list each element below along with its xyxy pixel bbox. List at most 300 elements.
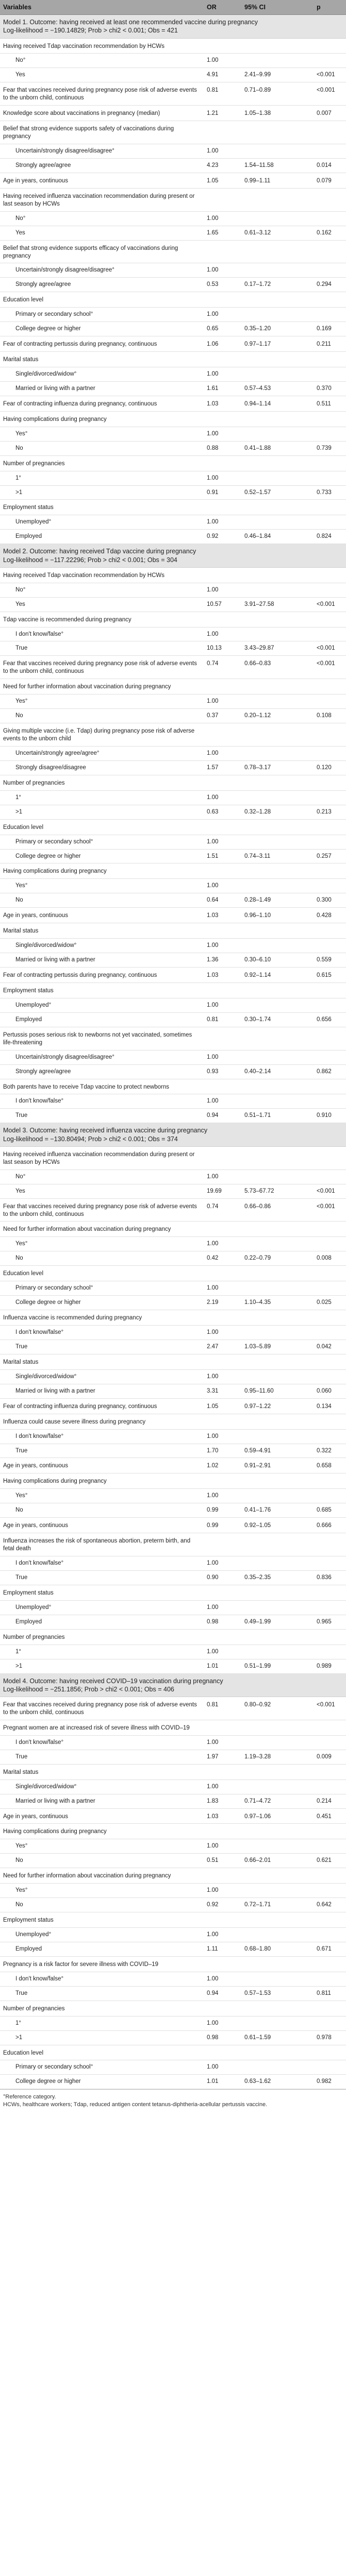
variable-label: True	[0, 1340, 204, 1354]
confidence-interval-cell	[241, 1473, 314, 1489]
variable-label: Fear that vaccines received during pregnancy pose risk of adverse events to the unborn child, continuous	[0, 1198, 204, 1222]
variable-label: No°	[0, 1170, 204, 1184]
table-row	[0, 1808, 346, 1824]
variable-label: No	[0, 1251, 204, 1266]
variable-label: Need for further information about vaccination during pregnancy	[0, 1222, 204, 1237]
variable-label: Unemployed°	[0, 1600, 204, 1615]
variable-label: Fear that vaccines received during pregnancy pose risk of adverse events to the unborn child, continuous	[0, 82, 204, 106]
table-row	[0, 1629, 346, 1645]
odds-ratio-cell	[204, 1720, 241, 1735]
p-value-cell	[314, 1585, 346, 1600]
table-row	[0, 1898, 346, 1912]
confidence-interval-cell: 0.41–1.88	[241, 441, 314, 455]
odds-ratio-cell: 1.00	[204, 515, 241, 530]
p-value-cell	[314, 1533, 346, 1556]
confidence-interval-cell	[241, 1429, 314, 1444]
odds-ratio-cell	[204, 1912, 241, 1928]
variable-label: Pertussis poses serious risk to newborns not yet vaccinated, sometimes life-threatening	[0, 1027, 204, 1050]
odds-ratio-cell: 1.00	[204, 1050, 241, 1064]
confidence-interval-cell	[241, 1050, 314, 1064]
confidence-interval-cell	[241, 1094, 314, 1109]
variable-label: >1	[0, 485, 204, 500]
variable-label: True	[0, 1986, 204, 2001]
variable-label: Yes°	[0, 694, 204, 709]
confidence-interval-cell	[241, 723, 314, 747]
table-row	[0, 144, 346, 159]
odds-ratio-cell: 1.00	[204, 427, 241, 441]
confidence-interval-cell: 0.80–0.92	[241, 1697, 314, 1720]
odds-ratio-cell: 0.88	[204, 441, 241, 455]
table-row	[0, 188, 346, 211]
odds-ratio-cell: 0.81	[204, 1697, 241, 1720]
odds-ratio-cell: 1.05	[204, 1398, 241, 1414]
variable-label: Having received Tdap vaccination recommendation by HCWs	[0, 567, 204, 583]
variable-label: Having complications during pregnancy	[0, 1473, 204, 1489]
p-value-cell: 0.666	[314, 1518, 346, 1533]
confidence-interval-cell	[241, 38, 314, 54]
p-value-cell	[314, 2060, 346, 2075]
variable-label: Having received Tdap vaccination recommendation by HCWs	[0, 38, 204, 54]
p-value-cell	[314, 723, 346, 747]
confidence-interval-cell	[241, 1629, 314, 1645]
table-row	[0, 805, 346, 819]
confidence-interval-cell: 0.66–2.01	[241, 1854, 314, 1868]
odds-ratio-cell: 1.03	[204, 968, 241, 983]
confidence-interval-cell: 1.10–4.35	[241, 1296, 314, 1310]
confidence-interval-cell	[241, 1928, 314, 1942]
odds-ratio-cell: 1.51	[204, 849, 241, 863]
odds-ratio-cell: 1.21	[204, 106, 241, 121]
confidence-interval-cell	[241, 1414, 314, 1429]
table-row	[0, 367, 346, 382]
header-row	[0, 0, 346, 15]
confidence-interval-cell	[241, 1310, 314, 1326]
p-value-cell: 0.079	[314, 173, 346, 188]
variable-label: Number of pregnancies	[0, 2001, 204, 2016]
variable-label: 1°	[0, 790, 204, 805]
p-value-cell: 0.007	[314, 106, 346, 121]
odds-ratio-cell: 1.00	[204, 471, 241, 485]
p-value-cell	[314, 263, 346, 278]
variable-label: Married or living with a partner	[0, 953, 204, 968]
p-value-cell	[314, 1764, 346, 1780]
odds-ratio-cell: 1.00	[204, 835, 241, 849]
odds-ratio-cell	[204, 982, 241, 998]
p-value-cell: 0.214	[314, 1794, 346, 1808]
odds-ratio-cell: 0.81	[204, 1012, 241, 1027]
odds-ratio-cell	[204, 819, 241, 835]
confidence-interval-cell	[241, 1533, 314, 1556]
variable-label: Number of pregnancies	[0, 1629, 204, 1645]
table-row	[0, 82, 346, 106]
odds-ratio-cell: 0.42	[204, 1251, 241, 1266]
confidence-interval-cell	[241, 1369, 314, 1384]
confidence-interval-cell: 5.73–67.72	[241, 1184, 314, 1198]
confidence-interval-cell	[241, 1237, 314, 1251]
model-title-text: Model 1. Outcome: having received at least one recommended vaccine during pregnancy	[3, 19, 258, 26]
table-row	[0, 908, 346, 923]
odds-ratio-cell: 1.01	[204, 1659, 241, 1673]
odds-ratio-cell	[204, 188, 241, 211]
model-stats-text: Log-likelihood = −190.14829; Prob > chi2 < 0.001; Obs = 421	[3, 27, 178, 35]
table-row	[0, 1972, 346, 1986]
header-variables: Variables	[0, 0, 204, 15]
table-row	[0, 278, 346, 292]
confidence-interval-cell: 0.66–0.86	[241, 1198, 314, 1222]
p-value-cell	[314, 1884, 346, 1898]
odds-ratio-cell: 1.00	[204, 1884, 241, 1898]
odds-ratio-cell	[204, 723, 241, 747]
table-row	[0, 982, 346, 998]
variable-label: College degree or higher	[0, 1296, 204, 1310]
odds-ratio-cell	[204, 863, 241, 879]
table-body	[0, 15, 346, 2089]
odds-ratio-cell	[204, 411, 241, 427]
variable-label: Influenza could cause severe illness during pregnancy	[0, 1414, 204, 1429]
table-row	[0, 863, 346, 879]
table-row	[0, 38, 346, 54]
table-row	[0, 1839, 346, 1854]
confidence-interval-cell: 0.97–1.06	[241, 1808, 314, 1824]
variable-label: Knowledge score about vaccinations in pregnancy (median)	[0, 106, 204, 121]
confidence-interval-cell	[241, 144, 314, 159]
table-row	[0, 455, 346, 471]
table-row	[0, 1170, 346, 1184]
variable-label: Age in years, continuous	[0, 1518, 204, 1533]
p-value-cell: <0.001	[314, 641, 346, 656]
confidence-interval-cell: 0.71–4.72	[241, 1794, 314, 1808]
variable-label: True	[0, 1750, 204, 1764]
odds-ratio-cell: 1.00	[204, 1556, 241, 1571]
confidence-interval-cell	[241, 515, 314, 530]
p-value-cell: <0.001	[314, 1697, 346, 1720]
confidence-interval-cell: 0.78–3.17	[241, 760, 314, 775]
odds-ratio-cell	[204, 2045, 241, 2060]
variable-label: Strongly agree/agree	[0, 158, 204, 173]
confidence-interval-cell	[241, 411, 314, 427]
confidence-interval-cell: 0.41–1.76	[241, 1503, 314, 1518]
odds-ratio-cell: 1.00	[204, 1645, 241, 1659]
confidence-interval-cell	[241, 1645, 314, 1659]
p-value-cell	[314, 2045, 346, 2060]
p-value-cell: 0.811	[314, 1986, 346, 2001]
p-value-cell: 0.042	[314, 1340, 346, 1354]
table-row	[0, 1444, 346, 1458]
p-value-cell	[314, 54, 346, 68]
table-row	[0, 2060, 346, 2075]
table-row	[0, 1027, 346, 1050]
variable-label: Influenza vaccine is recommended during pregnancy	[0, 1310, 204, 1326]
table-row	[0, 1556, 346, 1571]
p-value-cell	[314, 352, 346, 367]
table-row	[0, 68, 346, 82]
table-row	[0, 158, 346, 173]
confidence-interval-cell	[241, 1956, 314, 1972]
p-value-cell: 0.989	[314, 1659, 346, 1673]
table-row	[0, 746, 346, 760]
table-row	[0, 1928, 346, 1942]
table-row	[0, 1600, 346, 1615]
variable-label: Fear that vaccines received during pregnancy pose risk of adverse events to the unborn child, continuous	[0, 656, 204, 679]
confidence-interval-cell	[241, 1972, 314, 1986]
confidence-interval-cell: 0.61–3.12	[241, 226, 314, 240]
confidence-interval-cell: 2.41–9.99	[241, 68, 314, 82]
variable-label: Number of pregnancies	[0, 775, 204, 790]
odds-ratio-cell: 1.00	[204, 1780, 241, 1794]
confidence-interval-cell	[241, 1720, 314, 1735]
odds-ratio-cell: 1.00	[204, 1839, 241, 1854]
p-value-cell	[314, 567, 346, 583]
variable-label: Both parents have to receive Tdap vaccine to protect newborns	[0, 1079, 204, 1094]
confidence-interval-cell	[241, 500, 314, 515]
p-value-cell: 0.120	[314, 760, 346, 775]
p-value-cell: <0.001	[314, 656, 346, 679]
table-row	[0, 211, 346, 226]
table-row	[0, 1697, 346, 1720]
odds-ratio-cell: 1.00	[204, 790, 241, 805]
variable-label: Need for further information about vaccination during pregnancy	[0, 1868, 204, 1884]
table-row	[0, 1956, 346, 1972]
p-value-cell: 0.685	[314, 1503, 346, 1518]
variable-label: College degree or higher	[0, 2075, 204, 2089]
table-row	[0, 923, 346, 939]
odds-ratio-cell: 1.00	[204, 998, 241, 1012]
confidence-interval-cell	[241, 121, 314, 144]
confidence-interval-cell: 0.49–1.99	[241, 1615, 314, 1629]
variable-label: Primary or secondary school°	[0, 835, 204, 849]
confidence-interval-cell: 0.92–1.05	[241, 1518, 314, 1533]
odds-ratio-cell: 0.99	[204, 1518, 241, 1533]
table-row	[0, 240, 346, 263]
odds-ratio-cell	[204, 1585, 241, 1600]
confidence-interval-cell: 0.57–1.53	[241, 1986, 314, 2001]
table-row	[0, 1824, 346, 1839]
odds-ratio-cell: 1.02	[204, 1458, 241, 1473]
variable-label: Yes°	[0, 1884, 204, 1898]
confidence-interval-cell	[241, 2001, 314, 2016]
variable-label: Age in years, continuous	[0, 1458, 204, 1473]
variable-label: Single/divorced/widow°	[0, 1780, 204, 1794]
odds-ratio-cell	[204, 121, 241, 144]
table-row	[0, 597, 346, 612]
p-value-cell: 0.559	[314, 953, 346, 968]
confidence-interval-cell: 0.17–1.72	[241, 278, 314, 292]
confidence-interval-cell: 1.03–5.89	[241, 1340, 314, 1354]
confidence-interval-cell	[241, 835, 314, 849]
odds-ratio-cell: 1.00	[204, 2016, 241, 2030]
variable-label: True	[0, 1570, 204, 1585]
p-value-cell	[314, 188, 346, 211]
odds-ratio-cell: 0.74	[204, 656, 241, 679]
table-row	[0, 939, 346, 953]
variable-label: Fear of contracting pertussis during pregnancy, continuous	[0, 968, 204, 983]
table-row	[0, 1518, 346, 1533]
table-row	[0, 441, 346, 455]
variable-label: Fear of contracting influenza during pregnancy, continuous	[0, 396, 204, 411]
p-value-cell	[314, 819, 346, 835]
variable-label: True	[0, 1444, 204, 1458]
odds-ratio-cell: 0.65	[204, 322, 241, 336]
variable-label: Fear of contracting pertussis during pregnancy, continuous	[0, 336, 204, 352]
confidence-interval-cell	[241, 263, 314, 278]
variable-label: Single/divorced/widow°	[0, 1369, 204, 1384]
variable-label: True	[0, 641, 204, 656]
odds-ratio-cell: 1.00	[204, 1281, 241, 1296]
model-header-row	[0, 544, 346, 568]
p-value-cell: 0.836	[314, 1570, 346, 1585]
odds-ratio-cell: 1.00	[204, 939, 241, 953]
table-row	[0, 226, 346, 240]
table-row	[0, 1533, 346, 1556]
variable-label: I don't know/false°	[0, 1972, 204, 1986]
table-row	[0, 1354, 346, 1369]
odds-ratio-cell: 4.23	[204, 158, 241, 173]
table-row	[0, 612, 346, 627]
odds-ratio-cell: 1.61	[204, 381, 241, 396]
table-row	[0, 1146, 346, 1170]
p-value-cell	[314, 1912, 346, 1928]
p-value-cell	[314, 1027, 346, 1050]
p-value-cell	[314, 627, 346, 641]
variable-label: Pregnant women are at increased risk of severe illness with COVID–19	[0, 1720, 204, 1735]
odds-ratio-cell	[204, 1956, 241, 1972]
variable-label: Belief that strong evidence supports efficacy of vaccinations during pregnancy	[0, 240, 204, 263]
confidence-interval-cell	[241, 2045, 314, 2060]
confidence-interval-cell	[241, 863, 314, 879]
odds-ratio-cell	[204, 1266, 241, 1281]
p-value-cell	[314, 1600, 346, 1615]
odds-ratio-cell: 1.01	[204, 2075, 241, 2089]
p-value-cell: 0.025	[314, 1296, 346, 1310]
odds-ratio-cell	[204, 1027, 241, 1050]
table-row	[0, 694, 346, 709]
odds-ratio-cell: 0.92	[204, 530, 241, 544]
confidence-interval-cell: 0.32–1.28	[241, 805, 314, 819]
p-value-cell: 0.300	[314, 893, 346, 908]
table-row	[0, 1251, 346, 1266]
p-value-cell	[314, 1079, 346, 1094]
p-value-cell: <0.001	[314, 597, 346, 612]
table-row	[0, 760, 346, 775]
p-value-cell: 0.824	[314, 530, 346, 544]
odds-ratio-cell	[204, 1629, 241, 1645]
variable-label: Age in years, continuous	[0, 1808, 204, 1824]
confidence-interval-cell	[241, 1735, 314, 1750]
confidence-interval-cell	[241, 1585, 314, 1600]
table-row	[0, 627, 346, 641]
p-value-cell	[314, 1310, 346, 1326]
table-row	[0, 567, 346, 583]
odds-ratio-cell: 1.00	[204, 308, 241, 322]
variable-label: No°	[0, 54, 204, 68]
confidence-interval-cell: 0.22–0.79	[241, 1251, 314, 1266]
p-value-cell	[314, 455, 346, 471]
confidence-interval-cell	[241, 679, 314, 694]
p-value-cell	[314, 292, 346, 308]
confidence-interval-cell	[241, 1824, 314, 1839]
odds-ratio-cell: 1.00	[204, 879, 241, 893]
table-row	[0, 485, 346, 500]
confidence-interval-cell	[241, 583, 314, 597]
p-value-cell	[314, 1281, 346, 1296]
variable-label: Uncertain/strongly disagree/disagree°	[0, 263, 204, 278]
variable-label: Education level	[0, 2045, 204, 2060]
confidence-interval-cell	[241, 923, 314, 939]
confidence-interval-cell	[241, 1600, 314, 1615]
variable-label: 1°	[0, 2016, 204, 2030]
p-value-cell	[314, 1629, 346, 1645]
p-value-cell	[314, 1780, 346, 1794]
variable-label: Having received influenza vaccination recommendation during present or last season by HCWs	[0, 188, 204, 211]
odds-ratio-cell: 1.00	[204, 263, 241, 278]
odds-ratio-cell: 0.99	[204, 1503, 241, 1518]
table-row	[0, 2030, 346, 2045]
p-value-cell	[314, 863, 346, 879]
p-value-cell	[314, 1956, 346, 1972]
confidence-interval-cell: 0.63–1.62	[241, 2075, 314, 2089]
table-row	[0, 641, 346, 656]
variable-label: Marital status	[0, 923, 204, 939]
p-value-cell	[314, 923, 346, 939]
table-row	[0, 819, 346, 835]
variable-label: Tdap vaccine is recommended during pregnancy	[0, 612, 204, 627]
odds-ratio-cell: 1.00	[204, 1237, 241, 1251]
variable-label: I don't know/false°	[0, 1556, 204, 1571]
p-value-cell	[314, 1429, 346, 1444]
p-value-cell: <0.001	[314, 82, 346, 106]
confidence-interval-cell: 0.66–0.83	[241, 656, 314, 679]
p-value-cell	[314, 1266, 346, 1281]
variable-label: >1	[0, 805, 204, 819]
p-value-cell	[314, 879, 346, 893]
model-header-row	[0, 1123, 346, 1147]
table-row	[0, 1735, 346, 1750]
table-row	[0, 998, 346, 1012]
table-row	[0, 411, 346, 427]
p-value-cell	[314, 1868, 346, 1884]
variable-label: No	[0, 893, 204, 908]
confidence-interval-cell: 3.91–27.58	[241, 597, 314, 612]
variable-label: Married or living with a partner	[0, 1384, 204, 1398]
table-row	[0, 1326, 346, 1340]
odds-ratio-cell: 1.83	[204, 1794, 241, 1808]
p-value-cell	[314, 427, 346, 441]
p-value-cell: 0.162	[314, 226, 346, 240]
confidence-interval-cell	[241, 308, 314, 322]
p-value-cell: 0.511	[314, 396, 346, 411]
table-row	[0, 396, 346, 411]
model-header-row	[0, 15, 346, 39]
table-row	[0, 1384, 346, 1398]
variable-label: Fear that vaccines received during pregnancy pose risk of adverse events to the unborn child, continuous	[0, 1697, 204, 1720]
odds-ratio-cell: 1.00	[204, 144, 241, 159]
table-row	[0, 775, 346, 790]
confidence-interval-cell: 0.30–1.74	[241, 1012, 314, 1027]
model-stats-text: Log-likelihood = −251.1856; Prob > chi2 < 0.001; Obs = 406	[3, 1685, 174, 1693]
table-row	[0, 1184, 346, 1198]
variable-label: Yes°	[0, 1489, 204, 1503]
table-row	[0, 336, 346, 352]
odds-ratio-cell: 1.00	[204, 367, 241, 382]
table-row	[0, 381, 346, 396]
confidence-interval-cell	[241, 367, 314, 382]
p-value-cell: 0.108	[314, 709, 346, 723]
confidence-interval-cell: 1.19–3.28	[241, 1750, 314, 1764]
variable-label: True	[0, 1109, 204, 1123]
table-row	[0, 427, 346, 441]
confidence-interval-cell	[241, 292, 314, 308]
odds-ratio-cell: 0.90	[204, 1570, 241, 1585]
